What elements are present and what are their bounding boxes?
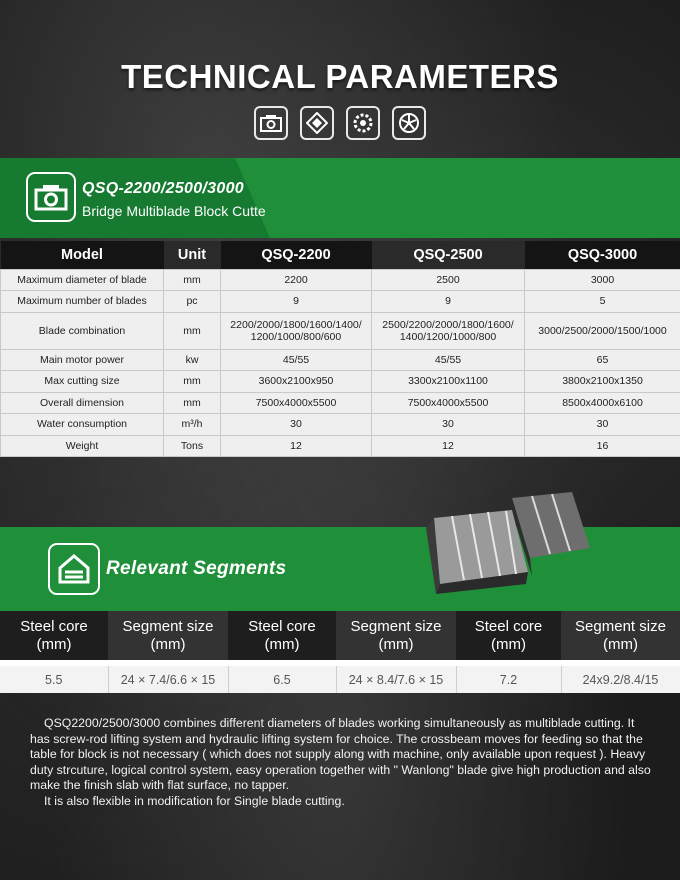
column-header: Steel core (mm) xyxy=(456,611,561,663)
table-cell: 65 xyxy=(525,349,680,371)
table-cell: 2500/2200/2000/1800/1600/ 1400/1200/1000/800 xyxy=(372,312,525,349)
table-cell: Max cutting size xyxy=(1,371,164,393)
model-name: QSQ-2200/2500/3000 xyxy=(82,180,244,197)
table-cell: 12 xyxy=(372,435,525,457)
table-cell: 12 xyxy=(221,435,372,457)
table-cell: mm xyxy=(164,392,221,414)
column-header: Segment size (mm) xyxy=(336,611,456,663)
parameter-table xyxy=(0,241,680,457)
table-cell: 9 xyxy=(221,291,372,313)
fan-blade-icon xyxy=(392,106,426,140)
table-cell: 8500x4000x6100 xyxy=(525,392,680,414)
table-row xyxy=(1,435,680,457)
diamond-segment-icon xyxy=(300,106,334,140)
table-row xyxy=(1,291,680,313)
table-cell: 3000 xyxy=(525,269,680,291)
table-cell: 2500 xyxy=(372,269,525,291)
table-cell: Blade combination xyxy=(1,312,164,349)
segments-title: Relevant Segments xyxy=(106,558,287,579)
column-header: QSQ-2500 xyxy=(372,241,525,269)
segment-logo-icon xyxy=(48,543,100,595)
column-header: Model xyxy=(1,241,164,269)
table-cell: 6.5 xyxy=(228,663,336,693)
feature-icon-row xyxy=(0,106,680,140)
table-cell: Main motor power xyxy=(1,349,164,371)
table-cell: kw xyxy=(164,349,221,371)
column-header: Segment size (mm) xyxy=(108,611,228,663)
table-cell: mm xyxy=(164,312,221,349)
column-header: QSQ-2200 xyxy=(221,241,372,269)
table-cell: Overall dimension xyxy=(1,392,164,414)
table-cell: Maximum diameter of blade xyxy=(1,269,164,291)
column-header: Steel core (mm) xyxy=(0,611,108,663)
table-cell: 16 xyxy=(525,435,680,457)
table-cell: 3600x2100x950 xyxy=(221,371,372,393)
product-description xyxy=(30,716,656,810)
table-cell: 24x9.2/8.4/15 xyxy=(561,663,680,693)
model-header-band xyxy=(0,158,680,238)
table-row xyxy=(1,392,680,414)
table-cell: 24 × 8.4/7.6 × 15 xyxy=(336,663,456,693)
table-cell: m³/h xyxy=(164,414,221,436)
table-cell: 30 xyxy=(525,414,680,436)
description-paragraph: QSQ2200/2500/3000 combines different diameters of blades working simultaneously as multiblade cutting. It has screw-rod lifting system and hydraulic lifting system for choice. The crossbeam moves for feeding so that the table for block is not necessary ( which does not supply along with machine, only available upon request ). Heavy duty strcuture, logical control system, easy operation together with " Wanlong" blade give high production and also make the finish slab with flat surface, no tapper. xyxy=(30,716,651,793)
table-cell: Water consumption xyxy=(1,414,164,436)
table-cell: 3300x2100x1100 xyxy=(372,371,525,393)
table-cell: 3000/2500/2000/1500/1000 xyxy=(525,312,680,349)
table-cell: 5.5 xyxy=(0,663,108,693)
column-header: Unit xyxy=(164,241,221,269)
table-row xyxy=(1,414,680,436)
table-cell: mm xyxy=(164,269,221,291)
machine-logo-icon xyxy=(26,172,76,222)
table-cell: Weight xyxy=(1,435,164,457)
model-subtitle: Bridge Multiblade Block Cutte xyxy=(82,203,266,219)
table-cell: Tons xyxy=(164,435,221,457)
diamond-segment-image xyxy=(412,488,602,598)
saw-blade-icon xyxy=(346,106,380,140)
table-cell: 7.2 xyxy=(456,663,561,693)
table-cell: 5 xyxy=(525,291,680,313)
description-paragraph: It is also flexible in modification for Single blade cutting. xyxy=(44,793,345,808)
table-row xyxy=(1,349,680,371)
camera-blade-icon xyxy=(254,106,288,140)
table-row xyxy=(1,371,680,393)
table-cell: 9 xyxy=(372,291,525,313)
table-cell: 45/55 xyxy=(221,349,372,371)
column-header: Segment size (mm) xyxy=(561,611,680,663)
table-cell: 24 × 7.4/6.6 × 15 xyxy=(108,663,228,693)
table-row xyxy=(1,269,680,291)
table-cell: 2200 xyxy=(221,269,372,291)
table-cell: pc xyxy=(164,291,221,313)
table-cell: Maximum number of blades xyxy=(1,291,164,313)
table-cell: 30 xyxy=(372,414,525,436)
table-cell: 2200/2000/1800/1600/1400/ 1200/1000/800/600 xyxy=(221,312,372,349)
table-cell: 45/55 xyxy=(372,349,525,371)
page-title: TECHNICAL PARAMETERS xyxy=(121,58,559,95)
table-cell: 3800x2100x1350 xyxy=(525,371,680,393)
table-row xyxy=(0,663,680,693)
column-header: Steel core (mm) xyxy=(228,611,336,663)
table-row xyxy=(1,312,680,349)
column-header: QSQ-3000 xyxy=(525,241,680,269)
table-cell: mm xyxy=(164,371,221,393)
segment-table xyxy=(0,611,680,693)
table-cell: 7500x4000x5500 xyxy=(372,392,525,414)
table-cell: 7500x4000x5500 xyxy=(221,392,372,414)
table-cell: 30 xyxy=(221,414,372,436)
